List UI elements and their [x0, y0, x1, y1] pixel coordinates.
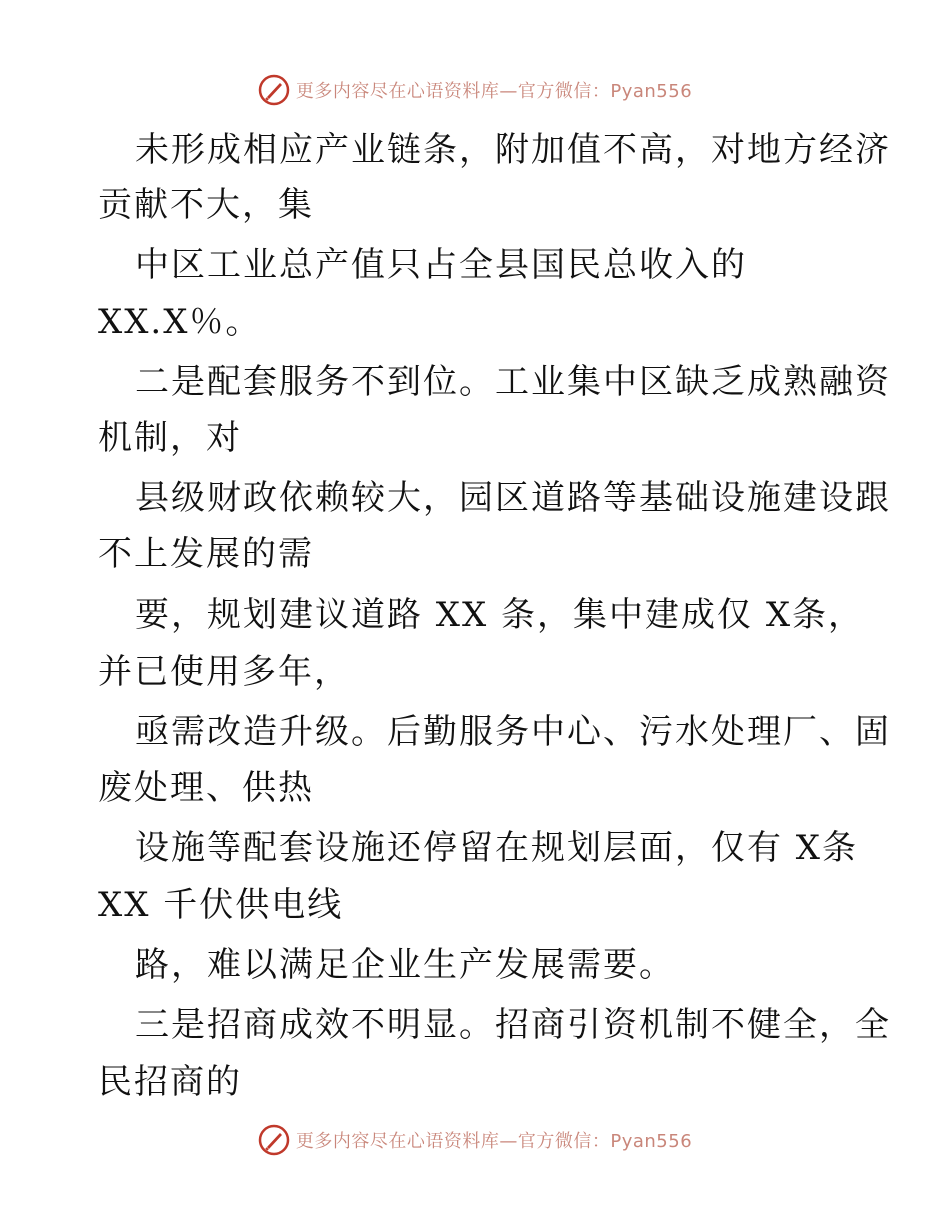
- text-line: 要，规划建议道路 XX 条，集中建成仅 X条，: [135, 595, 865, 635]
- text-line: 中区工业总产值只占全县国民总收入的: [135, 245, 747, 285]
- quill-seal-icon: [258, 74, 290, 106]
- text-line: 三是招商成效不明显。招商引资机制不健全，全: [135, 1005, 891, 1045]
- text-line: 不上发展的需: [98, 534, 314, 574]
- quill-seal-icon: [258, 1124, 290, 1156]
- watermark-text: 更多内容尽在心语资料库—官方微信：Pyan556: [295, 1131, 693, 1152]
- text-line: 贡献不大，集: [98, 185, 314, 225]
- text-line: 未形成相应产业链条，附加值不高，对地方经济: [135, 130, 891, 170]
- text-line: XX 千伏供电线: [98, 885, 344, 925]
- footer-watermark: [0, 1120, 950, 1160]
- text-line: 二是配套服务不到位。工业集中区缺乏成熟融资: [135, 362, 891, 402]
- text-line: 亟需改造升级。后勤服务中心、污水处理厂、固: [135, 712, 891, 752]
- text-line: 并已使用多年，: [98, 652, 350, 692]
- text-line: 县级财政依赖较大，园区道路等基础设施建设跟: [135, 478, 891, 518]
- text-line: XX.X％。: [98, 302, 262, 342]
- header-watermark: [0, 70, 950, 110]
- text-line: 机制，对: [98, 418, 242, 458]
- text-line: 废处理、供热: [98, 768, 314, 808]
- text-line: 民招商的: [98, 1062, 242, 1102]
- text-line: 设施等配套设施还停留在规划层面，仅有 X条: [135, 828, 859, 868]
- watermark-text: 更多内容尽在心语资料库—官方微信：Pyan556: [295, 81, 693, 102]
- text-line: 路，难以满足企业生产发展需要。: [135, 945, 675, 985]
